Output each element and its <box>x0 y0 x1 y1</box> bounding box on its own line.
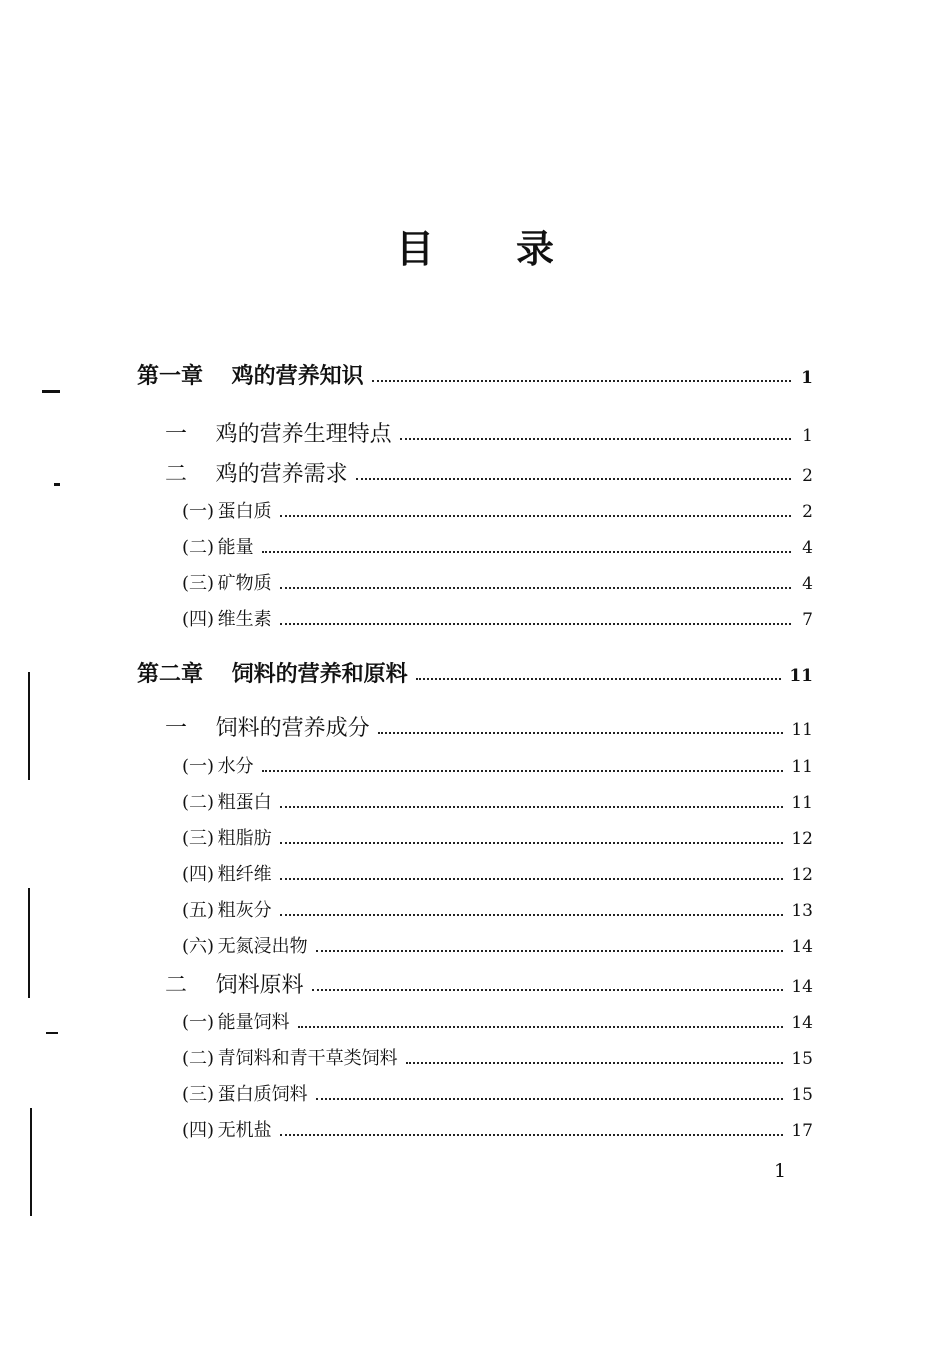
subsection-number: (二) <box>182 1048 215 1069</box>
leader-dots <box>280 587 791 589</box>
chapter-title: 饲料的营养和原料 <box>231 662 408 687</box>
toc-section <box>165 420 813 450</box>
subsection-number: (一) <box>182 756 215 777</box>
toc-subsection <box>182 860 813 890</box>
leader-dots <box>262 770 784 772</box>
toc-subsection <box>182 605 813 635</box>
subsection-title: 水分 <box>217 756 254 777</box>
chapter-number: 第一章 <box>137 364 204 389</box>
page-ref: 11 <box>789 666 813 686</box>
title-char-1: 目 <box>395 227 434 271</box>
section-number: 二 <box>165 973 188 998</box>
toc-chapter-1 <box>137 362 813 392</box>
subsection-number: (六) <box>182 936 215 957</box>
subsection-title: 蛋白质饲料 <box>217 1084 308 1105</box>
toc-chapter-2 <box>137 660 813 690</box>
subsection-title: 维生素 <box>217 609 272 630</box>
section-number: 一 <box>165 716 188 741</box>
toc-subsection <box>182 788 813 818</box>
leader-dots <box>372 380 791 382</box>
subsection-title: 粗灰分 <box>217 900 272 921</box>
leader-dots <box>280 515 791 517</box>
subsection-title: 能量 <box>217 537 254 558</box>
page-ref: 11 <box>791 720 813 740</box>
page-ref: 11 <box>791 757 813 777</box>
leader-dots <box>316 1098 784 1100</box>
scan-artifact <box>28 672 30 780</box>
page-ref: 1 <box>801 368 813 388</box>
toc-subsection <box>182 569 813 599</box>
page-ref: 17 <box>791 1121 813 1141</box>
subsection-number: (二) <box>182 792 215 813</box>
scan-artifact <box>54 483 60 486</box>
section-title: 饲料原料 <box>215 973 304 998</box>
subsection-title: 无机盐 <box>217 1120 272 1141</box>
subsection-number: (一) <box>182 501 215 522</box>
toc-subsection <box>182 1008 813 1038</box>
page-ref: 12 <box>791 829 813 849</box>
scan-artifact <box>42 390 60 393</box>
title-char-2: 录 <box>515 227 554 271</box>
toc-section <box>165 971 813 1001</box>
page-ref: 2 <box>802 502 813 522</box>
subsection-number: (一) <box>182 1012 215 1033</box>
leader-dots <box>316 950 784 952</box>
scan-artifact <box>28 888 30 998</box>
page-ref: 14 <box>791 937 813 957</box>
section-number: 二 <box>165 462 188 487</box>
subsection-title: 能量饲料 <box>217 1012 290 1033</box>
leader-dots <box>416 678 782 680</box>
toc-subsection <box>182 824 813 854</box>
page-number: 1 <box>774 1160 787 1182</box>
toc-subsection <box>182 533 813 563</box>
page-ref: 14 <box>791 1013 813 1033</box>
toc-subsection <box>182 1080 813 1110</box>
section-number: 一 <box>165 422 188 447</box>
leader-dots <box>280 623 791 625</box>
section-title: 饲料的营养成分 <box>215 716 370 741</box>
page-ref: 7 <box>802 610 813 630</box>
scan-artifact <box>30 1108 32 1216</box>
leader-dots <box>280 878 784 880</box>
leader-dots <box>378 732 784 734</box>
page-ref: 1 <box>802 426 813 446</box>
page-ref: 2 <box>802 466 813 486</box>
toc-subsection <box>182 752 813 782</box>
subsection-title: 蛋白质 <box>217 501 272 522</box>
leader-dots <box>400 438 791 440</box>
toc-subsection <box>182 497 813 527</box>
subsection-title: 粗纤维 <box>217 864 272 885</box>
toc-subsection <box>182 1044 813 1074</box>
subsection-number: (五) <box>182 900 215 921</box>
toc-section <box>165 460 813 490</box>
page-ref: 15 <box>791 1049 813 1069</box>
toc-subsection <box>182 932 813 962</box>
subsection-number: (二) <box>182 537 215 558</box>
scan-artifact <box>46 1032 58 1034</box>
toc-subsection <box>182 1116 813 1146</box>
subsection-title: 粗脂肪 <box>217 828 272 849</box>
page-ref: 14 <box>791 977 813 997</box>
leader-dots <box>280 1134 784 1136</box>
chapter-number: 第二章 <box>137 662 204 687</box>
leader-dots <box>280 914 784 916</box>
leader-dots <box>262 551 791 553</box>
section-title: 鸡的营养需求 <box>215 462 348 487</box>
page-ref: 4 <box>802 574 813 594</box>
subsection-number: (三) <box>182 828 215 849</box>
leader-dots <box>280 842 784 844</box>
page-ref: 13 <box>791 901 813 921</box>
leader-dots <box>406 1062 784 1064</box>
leader-dots <box>312 989 784 991</box>
page-title <box>0 218 950 273</box>
page-ref: 15 <box>791 1085 813 1105</box>
subsection-title: 矿物质 <box>217 573 272 594</box>
subsection-title: 青饲料和青干草类饲料 <box>217 1048 398 1069</box>
subsection-number: (四) <box>182 609 215 630</box>
subsection-number: (四) <box>182 864 215 885</box>
section-title: 鸡的营养生理特点 <box>215 422 392 447</box>
toc-subsection <box>182 896 813 926</box>
subsection-number: (三) <box>182 1084 215 1105</box>
page-ref: 4 <box>802 538 813 558</box>
page-ref: 12 <box>791 865 813 885</box>
chapter-title: 鸡的营养知识 <box>231 364 364 389</box>
subsection-title: 粗蛋白 <box>217 792 272 813</box>
subsection-number: (三) <box>182 573 215 594</box>
leader-dots <box>280 806 784 808</box>
subsection-title: 无氮浸出物 <box>217 936 308 957</box>
leader-dots <box>298 1026 784 1028</box>
page-ref: 11 <box>791 793 813 813</box>
toc-section <box>165 714 813 744</box>
subsection-number: (四) <box>182 1120 215 1141</box>
leader-dots <box>356 478 791 480</box>
